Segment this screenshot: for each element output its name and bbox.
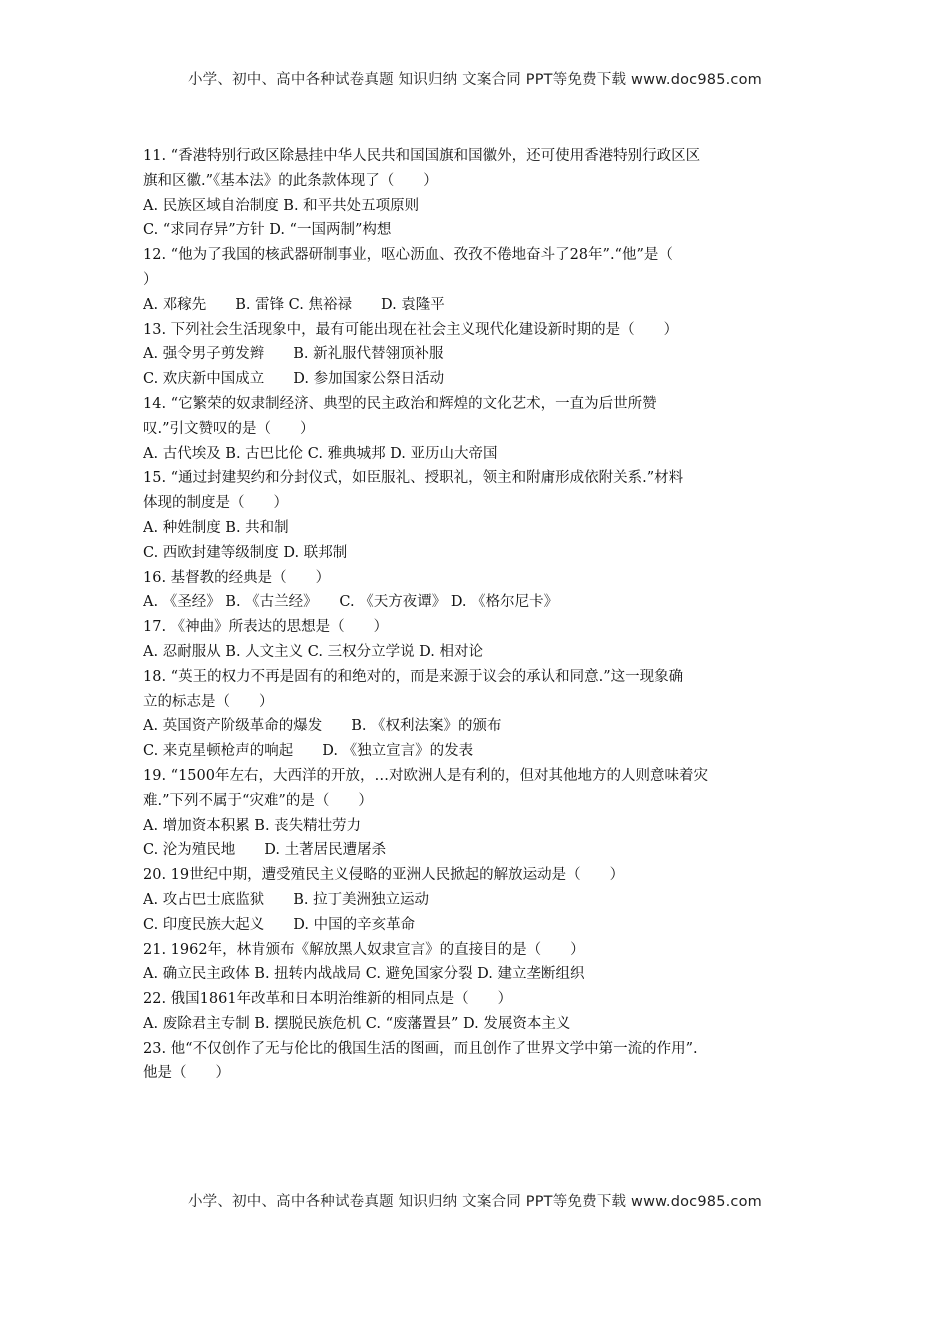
question-options: A. 《圣经》 B. 《古兰经》 C. 《天方夜谭》 D. 《格尔尼卡》 — [143, 594, 559, 611]
question-stem: 旗和区徽.”《基本法》的此条款体现了（ ） — [143, 172, 438, 189]
question-stem: 11. “香港特别行政区除悬挂中华人民共和国国旗和国徽外，还可使用香港特别行政区区 — [143, 148, 701, 164]
question-13 — [143, 318, 808, 392]
question-options: A. 种姓制度 B. 共和制 — [143, 519, 289, 536]
question-stem: 19. “1500年左右，大西洋的开放，…对欧洲人是有利的，但对其他地方的人则意味着灾 — [143, 767, 708, 784]
question-stem: ） — [143, 271, 158, 288]
question-stem: 20. 19世纪中期，遭受殖民主义侵略的亚洲人民掀起的解放运动是（ ） — [143, 867, 625, 884]
question-stem: 叹.”引文赞叹的是（ ） — [143, 420, 315, 437]
question-options: A. 攻占巴士底监狱 B. 拉丁美洲独立运动 — [143, 891, 430, 908]
question-options: A. 增加资本积累 B. 丧失精壮劳力 — [143, 817, 362, 834]
question-stem: 13. 下列社会生活现象中，最有可能出现在社会主义现代化建设新时期的是（ ） — [143, 321, 679, 338]
question-options: A. 民族区域自治制度 B. 和平共处五项原则 — [143, 197, 420, 214]
question-stem: 21. 1962年，林肯颁布《解放黑人奴隶宣言》的直接目的是（ ） — [143, 941, 585, 958]
question-16 — [143, 566, 808, 616]
page-header: 小学、初中、高中各种试卷真题 知识归纳 文案合同 PPT等免费下载 www.doc985.com — [187, 72, 763, 88]
question-14 — [143, 392, 808, 466]
question-21 — [143, 938, 808, 988]
question-options: C. 来克星顿枪声的响起 D. 《独立宣言》的发表 — [143, 743, 474, 760]
question-22 — [143, 987, 808, 1037]
question-15 — [143, 466, 808, 565]
question-stem: 18. “英王的权力不再是固有的和绝对的，而是来源于议会的承认和同意.”这一现象确 — [143, 668, 684, 685]
question-stem: 立的标志是（ ） — [143, 693, 274, 710]
question-options: A. 古代埃及 B. 古巴比伦 C. 雅典城邦 D. 亚历山大帝国 — [143, 445, 498, 462]
question-stem: 12. “他为了我国的核武器研制事业，呕心沥血、孜孜不倦地奋斗了28年”.“他”是（ — [143, 247, 673, 264]
question-23 — [143, 1037, 808, 1087]
question-stem: 17. 《神曲》所表达的思想是（ ） — [143, 619, 389, 636]
question-options: C. 西欧封建等级制度 D. 联邦制 — [143, 544, 348, 561]
question-18 — [143, 665, 808, 764]
question-19 — [143, 764, 808, 863]
question-stem: 14. “它繁荣的奴隶制经济、典型的民主政治和辉煌的文化艺术，一直为后世所赞 — [143, 395, 657, 412]
question-stem: 难.”下列不属于“灾难”的是（ ） — [143, 792, 373, 809]
question-17 — [143, 615, 808, 665]
question-options: C. “求同存异”方针 D. “一国两制”构想 — [143, 222, 392, 239]
question-list — [143, 144, 808, 1086]
question-options: C. 沦为殖民地 D. 土著居民遭屠杀 — [143, 842, 387, 859]
question-options: A. 强令男子剪发辫 B. 新礼服代替翎顶补服 — [143, 346, 444, 363]
question-options: A. 忍耐服从 B. 人文主义 C. 三权分立学说 D. 相对论 — [143, 643, 484, 660]
question-stem: 23. 他“不仅创作了无与伦比的俄国生活的图画，而且创作了世界文学中第一流的作用”. — [143, 1040, 698, 1057]
question-stem: 体现的制度是（ ） — [143, 495, 288, 512]
question-options: C. 印度民族大起义 D. 中国的辛亥革命 — [143, 916, 416, 933]
question-stem: 15. “通过封建契约和分封仪式，如臣服礼、授职礼，领主和附庸形成依附关系.”材料 — [143, 470, 684, 487]
question-options: A. 确立民主政体 B. 扭转内战战局 C. 避免国家分裂 D. 建立垄断组织 — [143, 966, 585, 983]
question-11 — [143, 144, 808, 243]
question-options: C. 欢庆新中国成立 D. 参加国家公祭日活动 — [143, 371, 445, 388]
question-options: A. 废除君主专制 B. 摆脱民族危机 C. “废藩置县” D. 发展资本主义 — [143, 1015, 571, 1032]
question-20 — [143, 863, 808, 937]
question-options: A. 英国资产阶级革命的爆发 B. 《权利法案》的颁布 — [143, 718, 502, 735]
question-stem: 他是（ ） — [143, 1065, 230, 1082]
question-stem: 22. 俄国1861年改革和日本明治维新的相同点是（ ） — [143, 991, 513, 1008]
question-stem: 16. 基督教的经典是（ ） — [143, 569, 331, 586]
question-options: A. 邓稼先 B. 雷锋 C. 焦裕禄 D. 袁隆平 — [143, 296, 445, 313]
question-12 — [143, 243, 808, 317]
page-footer: 小学、初中、高中各种试卷真题 知识归纳 文案合同 PPT等免费下载 www.doc985.com — [187, 1194, 763, 1210]
